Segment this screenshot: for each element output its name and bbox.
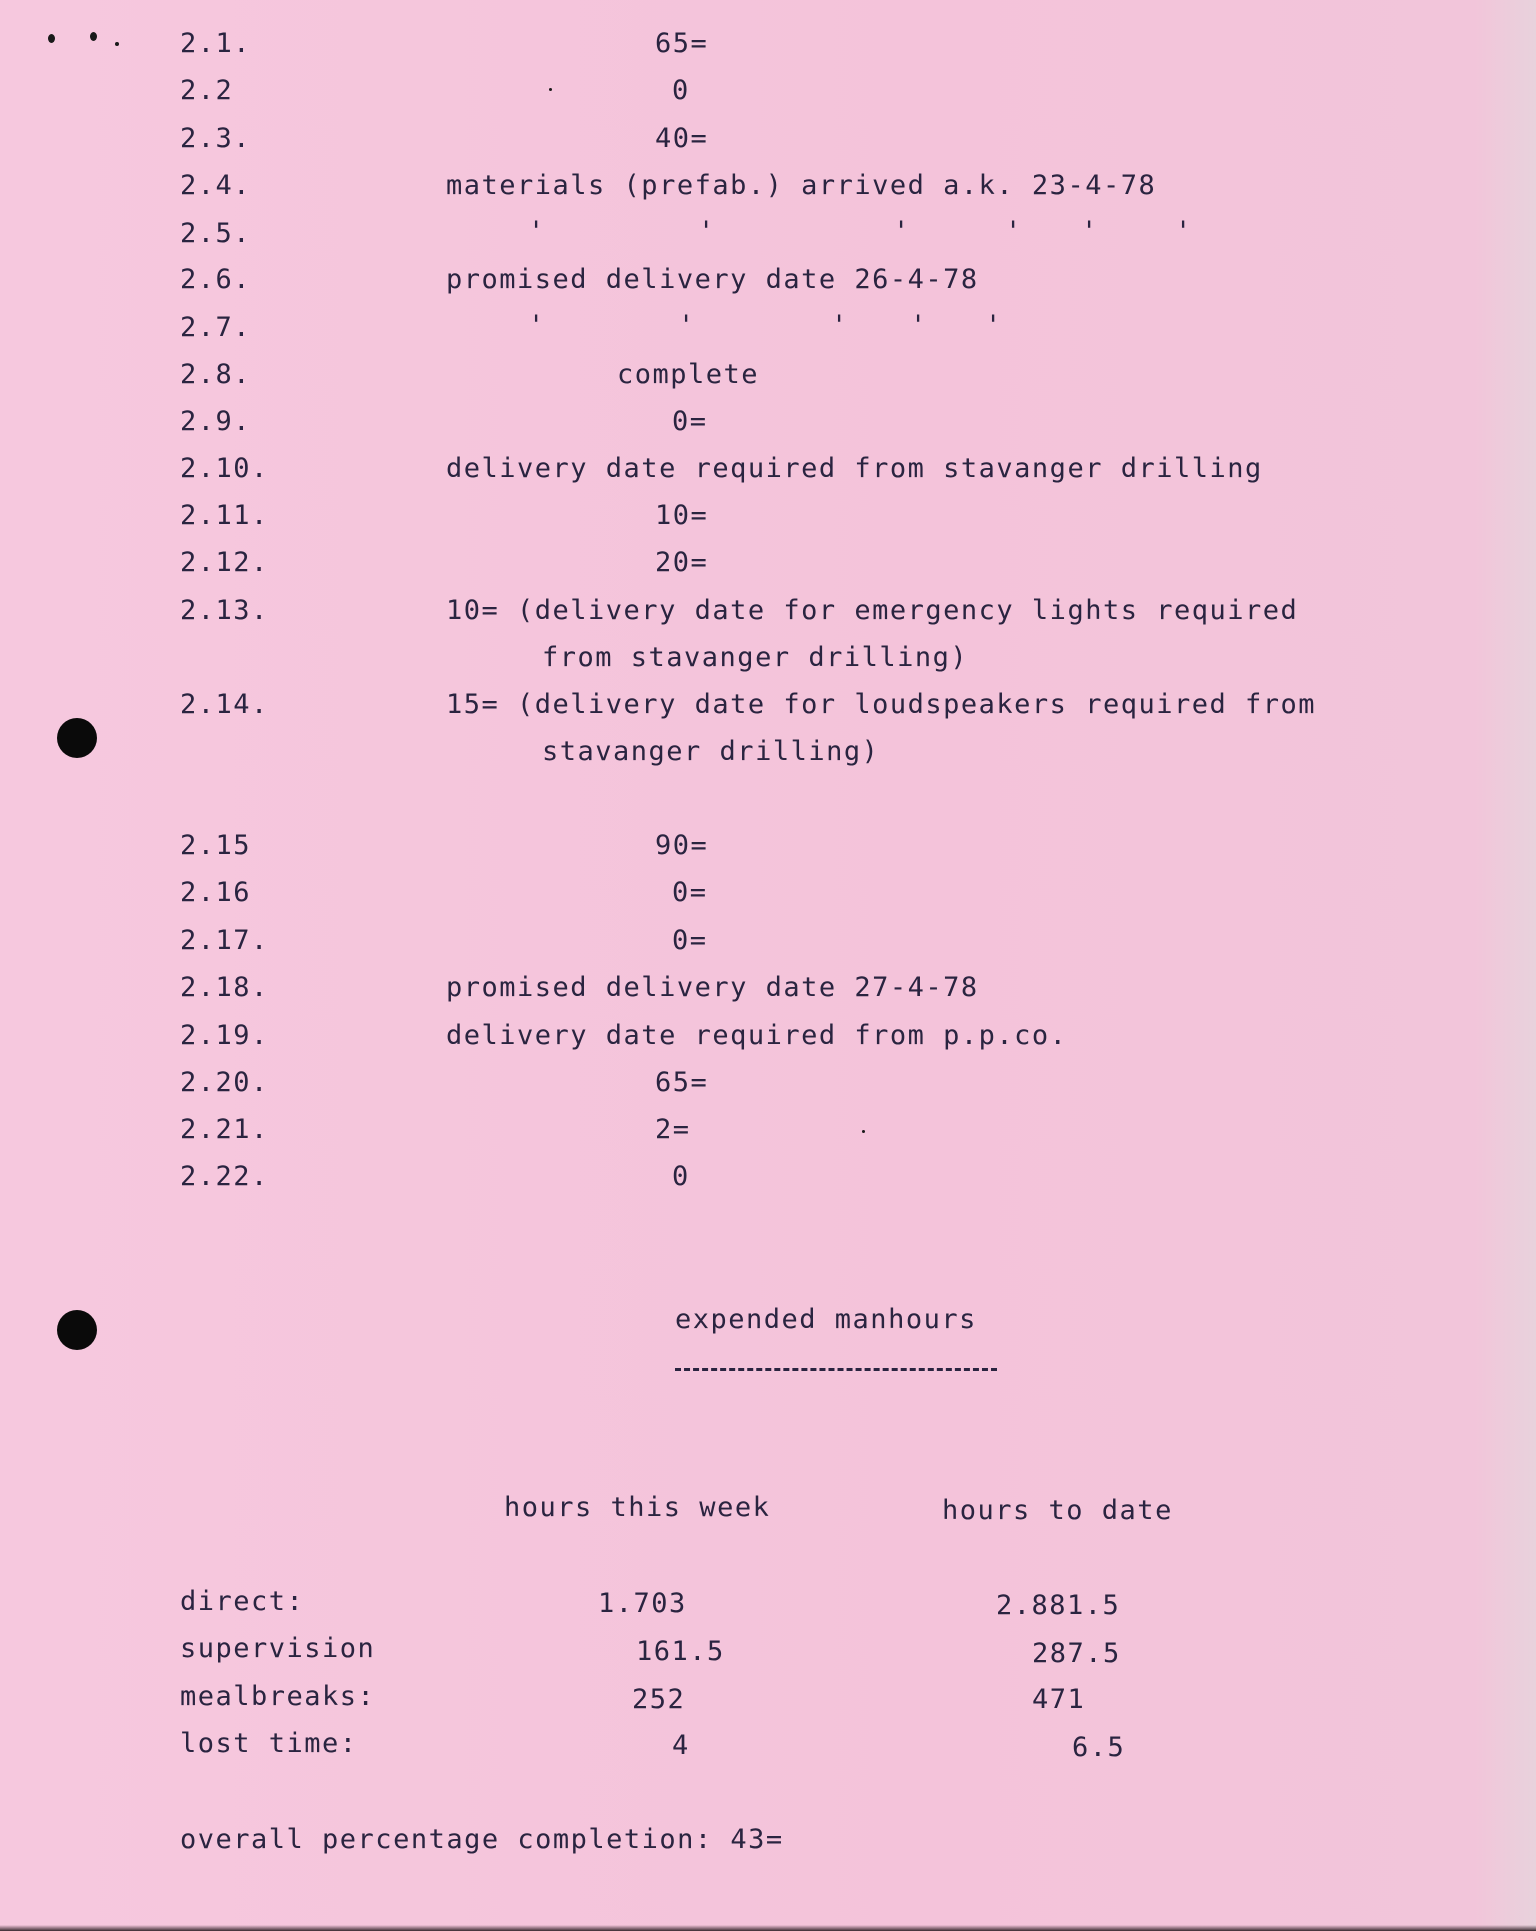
item-number: 2.1. — [180, 28, 252, 59]
item-text: 65= — [655, 1067, 709, 1098]
row-label: mealbreaks: — [180, 1681, 376, 1712]
item-text: 0= — [672, 406, 708, 437]
item-text: 10= — [655, 500, 709, 531]
item-number: 2.11. — [180, 500, 269, 531]
ditto-mark: ' — [698, 216, 716, 247]
hours-week: 161.5 — [636, 1636, 725, 1667]
item-text: materials (prefab.) arrived a.k. 23-4-78 — [446, 170, 1157, 201]
section-title: expended manhours — [675, 1304, 977, 1335]
item-number: 2.21. — [180, 1114, 269, 1145]
scan-mark — [48, 34, 55, 43]
item-number: 2.9. — [180, 406, 252, 437]
ditto-mark: ' — [528, 310, 546, 341]
item-number: 2.15 — [180, 830, 252, 861]
item-number: 2.6. — [180, 264, 252, 295]
hours-to-date: 471 — [1032, 1684, 1086, 1715]
item-number: 2.16 — [180, 877, 252, 908]
item-number: 2.5. — [180, 218, 252, 249]
row-label: direct: — [180, 1586, 305, 1617]
section-title-underline — [675, 1368, 997, 1371]
item-text: 90= — [655, 830, 709, 861]
ditto-mark: ' — [985, 310, 1003, 341]
item-text: promised delivery date 27-4-78 — [446, 972, 979, 1003]
item-text: 0= — [672, 925, 708, 956]
item-number: 2.10. — [180, 453, 269, 484]
column-header-to-date: hours to date — [942, 1495, 1173, 1526]
item-number: 2.2 — [180, 75, 234, 106]
ditto-mark: ' — [893, 216, 911, 247]
item-number: 2.13. — [180, 595, 269, 626]
item-text: delivery date required from p.p.co. — [446, 1020, 1068, 1051]
scan-mark — [549, 88, 552, 91]
punch-hole-bottom — [57, 1310, 97, 1350]
item-text-continued: stavanger drilling) — [542, 736, 880, 767]
ditto-mark: ' — [831, 310, 849, 341]
hours-week: 252 — [632, 1684, 686, 1715]
hours-week: 1.703 — [598, 1588, 687, 1619]
ditto-mark: ' — [678, 310, 696, 341]
item-number: 2.20. — [180, 1067, 269, 1098]
item-number: 2.17. — [180, 925, 269, 956]
item-text: delivery date required from stavanger drilling — [446, 453, 1263, 484]
item-text: 15= (delivery date for loudspeakers required from — [446, 689, 1317, 720]
item-text: 10= (delivery date for emergency lights required — [446, 595, 1299, 626]
item-number: 2.19. — [180, 1020, 269, 1051]
hours-to-date: 6.5 — [1072, 1732, 1126, 1763]
item-number: 2.18. — [180, 972, 269, 1003]
item-number: 2.8. — [180, 359, 252, 390]
item-text: 20= — [655, 547, 709, 578]
page-bottom-edge — [0, 1925, 1536, 1931]
ditto-mark: ' — [1081, 216, 1099, 247]
item-text: promised delivery date 26-4-78 — [446, 264, 979, 295]
scan-mark — [115, 42, 119, 46]
overall-completion: overall percentage completion: 43= — [180, 1824, 784, 1855]
item-number: 2.7. — [180, 312, 252, 343]
item-text: 2= — [655, 1114, 691, 1145]
scan-mark — [862, 1130, 865, 1133]
scan-mark — [90, 32, 97, 41]
item-number: 2.4. — [180, 170, 252, 201]
item-number: 2.3. — [180, 123, 252, 154]
item-text-continued: from stavanger drilling) — [542, 642, 969, 673]
item-text: complete — [617, 359, 760, 390]
item-number: 2.22. — [180, 1161, 269, 1192]
item-number: 2.14. — [180, 689, 269, 720]
item-text: 0= — [672, 877, 708, 908]
hours-to-date: 287.5 — [1032, 1638, 1121, 1669]
ditto-mark: ' — [1005, 216, 1023, 247]
item-text: 0 — [672, 1161, 690, 1192]
column-header-week: hours this week — [504, 1492, 771, 1523]
item-text: 40= — [655, 123, 709, 154]
ditto-mark: ' — [1175, 216, 1193, 247]
row-label: supervision — [180, 1633, 376, 1664]
hours-week: 4 — [672, 1730, 690, 1761]
ditto-mark: ' — [910, 310, 928, 341]
hours-to-date: 2.881.5 — [996, 1590, 1121, 1621]
ditto-mark: ' — [528, 216, 546, 247]
item-text: 65= — [655, 28, 709, 59]
punch-hole-top — [57, 718, 97, 758]
row-label: lost time: — [180, 1728, 358, 1759]
item-number: 2.12. — [180, 547, 269, 578]
item-text: 0 — [672, 75, 690, 106]
